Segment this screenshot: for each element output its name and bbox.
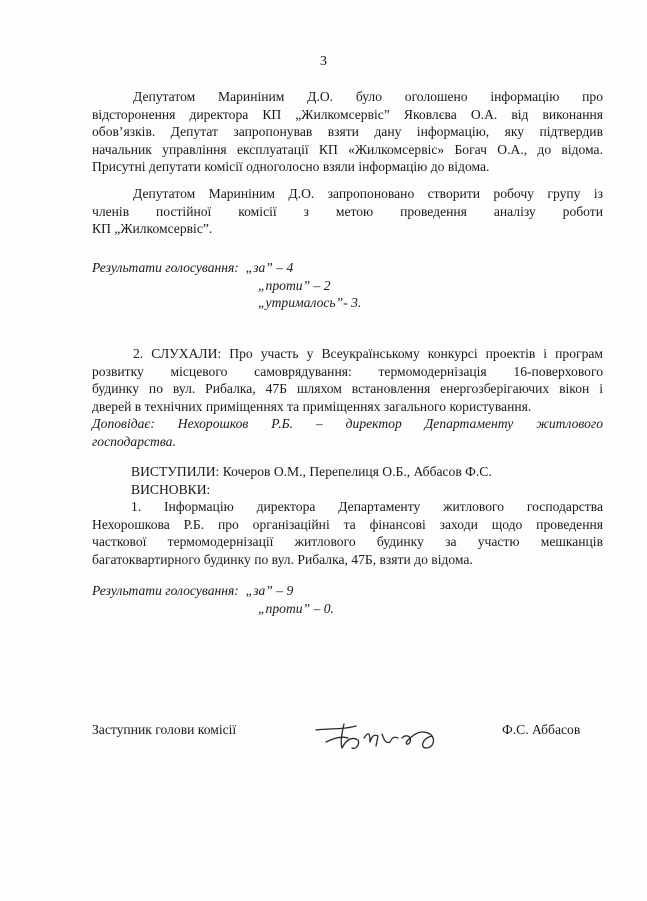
vote-line: [92, 259, 492, 277]
vote-label: Результати голосування:: [92, 583, 239, 598]
text-line: обов’язків. Депутат запропонував взяти дану інформацію, яку підтвердив: [92, 124, 603, 140]
text-line: Депутатом Мариніним Д.О. запропоновано створити робочу групу із: [133, 186, 603, 201]
vote-results-2: [92, 582, 492, 617]
speakers-line: ВИСТУПИЛИ: Кочеров О.М., Перепелиця О.Б., Аббасов Ф.С.: [131, 464, 492, 479]
vote-for: „за” – 4: [245, 260, 294, 275]
signatory-position: Заступник голови комісії: [92, 722, 237, 737]
text-line: 1. Інформацію директора Департаменту житлового господарства: [131, 499, 603, 515]
vote-against: „проти” – 2: [258, 277, 331, 293]
paragraph-working-group: [92, 185, 603, 238]
text-line: КП „Жилкомсервіс”.: [92, 221, 213, 237]
vote-line: [92, 582, 492, 600]
text-line: Доповідає: Нехорошков Р.Б. – директор Департаменту житлового: [92, 416, 603, 431]
text-line: Нехорошкова Р.Б. про організаційні та фінансові заходи щодо проведення: [92, 516, 603, 532]
text-line: часткової термомодернізації житлового будинку за участю мешканців: [92, 534, 603, 550]
text-line: начальник управління експлуатації КП «Жилкомсервіс» Богач О.А., до відома.: [92, 141, 603, 157]
vote-abstained: „утрималось”- 3.: [258, 295, 362, 311]
vote-label: Результати голосування:: [92, 260, 239, 275]
signatory-name: Ф.С. Аббасов: [502, 722, 581, 737]
text-line: будинку по вул. Рибалка, 47Б шляхом встановлення енергозберігаючих вікон і: [92, 381, 603, 397]
vote-results-1: [92, 259, 492, 312]
text-line: господарства.: [92, 433, 176, 449]
conclusions-heading: ВИСНОВКИ:: [131, 481, 211, 497]
handwritten-signature: [312, 708, 452, 758]
paragraph-resignation: [92, 88, 603, 176]
text-line: Присутні депутати комісії одноголосно взяли інформацію до відома.: [92, 159, 490, 175]
text-line: відсторонення директора КП „Жилкомсервіс” Яковлєва О.А. від виконання: [92, 106, 603, 122]
speakers-and-conclusions: [92, 463, 603, 569]
text-line: розвитку місцевого самоврядування: термомодернізація 16-поверхового: [92, 363, 603, 379]
page-number: 3: [320, 54, 327, 69]
reporter: [92, 415, 603, 450]
vote-against: „проти” – 0.: [258, 600, 334, 616]
item-2-heard: [92, 345, 603, 415]
text-line: дверей в технічних приміщеннях та приміщеннях загального користування.: [92, 398, 532, 414]
text-line: 2. СЛУХАЛИ: Про участь у Всеукраїнському конкурсі проектів і програм: [133, 346, 603, 361]
text-line: багатоквартирного будинку по вул. Рибалка, 47Б, взяти до відома.: [92, 551, 473, 567]
text-line: Депутатом Мариніним Д.О. було оголошено інформацію про: [133, 89, 603, 104]
text-line: членів постійної комісії з метою проведення аналізу роботи: [92, 203, 603, 219]
vote-for: „за” – 9: [245, 583, 294, 598]
